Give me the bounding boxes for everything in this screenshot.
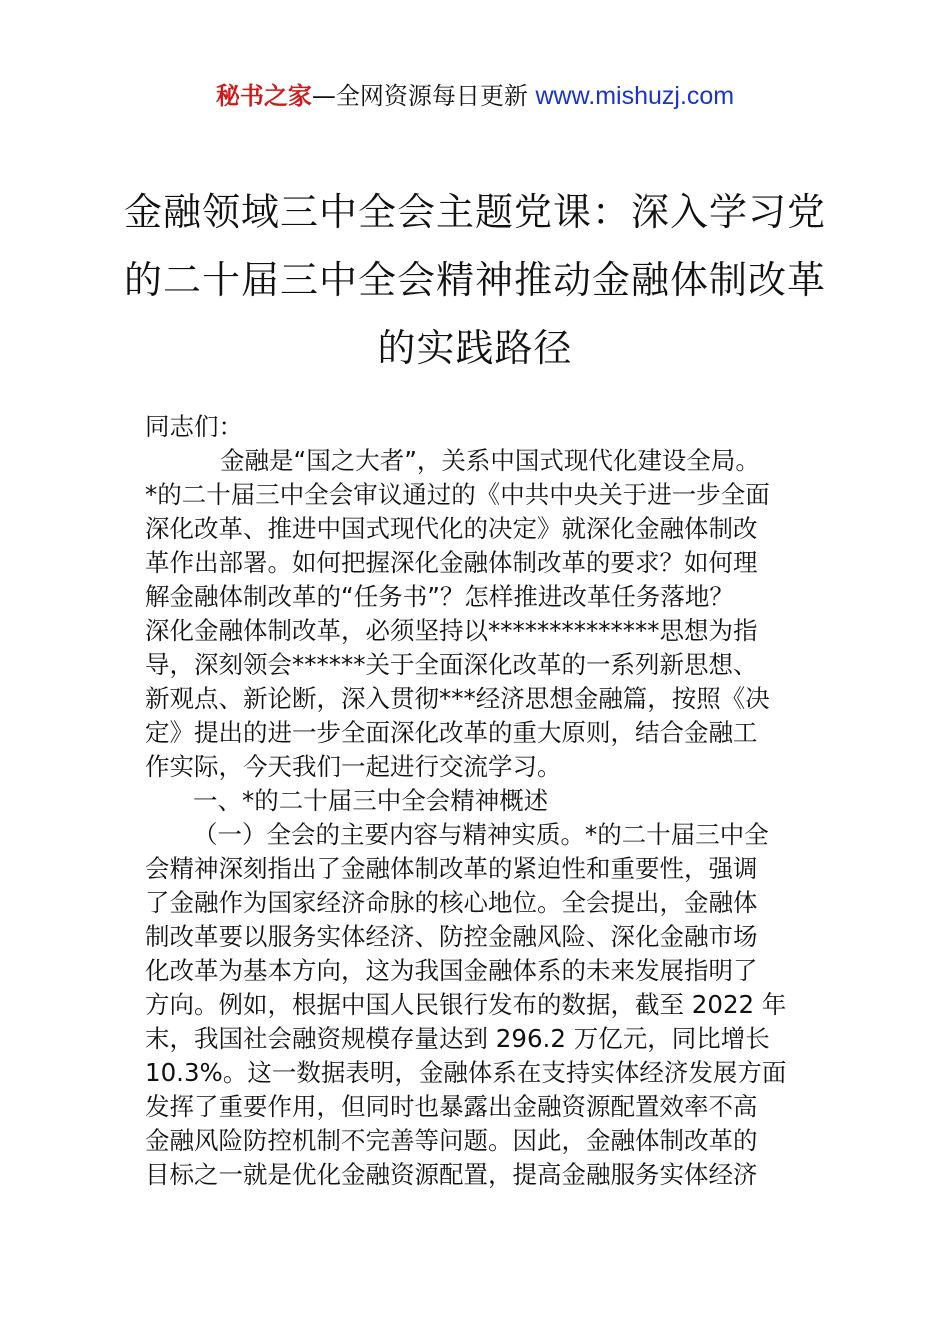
body-line: 会精神深刻指出了金融体制改革的紧迫性和重要性，强调 xyxy=(145,854,758,883)
salutation: 同志们： xyxy=(145,412,243,441)
intro-line: 革作出部署。如何把握深化金融体制改革的要求？如何理 xyxy=(145,548,758,577)
title-line-1: 金融领域三中全会主题党课：深入学习党 xyxy=(123,190,826,234)
intro-line: 深化改革、推进中国式现代化的决定》就深化金融体制改 xyxy=(145,514,758,543)
body-line: 发挥了重要作用，但同时也暴露出金融资源配置效率不高 xyxy=(145,1092,758,1121)
body-line: 目标之一就是优化金融资源配置，提高金融服务实体经济 xyxy=(145,1160,758,1189)
title-line-2: 的二十届三中全会精神推动金融体制改革 xyxy=(123,258,826,302)
body-line: 金融风险防控机制不完善等问题。因此，金融体制改革的 xyxy=(145,1126,758,1155)
header-tagline: —全网资源每日更新 xyxy=(311,82,528,110)
document-title xyxy=(0,178,950,382)
intro-line: 深化金融体制改革，必须坚持以**************思想为指 xyxy=(145,616,758,645)
intro-line: 金融是“国之大者”，关系中国式现代化建设全局。 xyxy=(220,446,760,475)
intro-line: 作实际，今天我们一起进行交流学习。 xyxy=(145,752,562,781)
body-line: 10.3%。这一数据表明，金融体系在支持实体经济发展方面 xyxy=(145,1058,787,1087)
intro-line: 新观点、新论断，深入贯彻***经济思想金融篇，按照《决 xyxy=(145,684,770,713)
intro-line: 定》提出的进一步全面深化改革的重大原则，结合金融工 xyxy=(145,718,758,747)
title-line-3: 的实践路径 xyxy=(377,326,573,370)
intro-line: 解金融体制改革的“任务书”？怎样推进改革任务落地？ xyxy=(145,582,734,611)
site-url[interactable]: www.mishuzj.com xyxy=(535,82,735,110)
brand-name: 秘书之家 xyxy=(215,82,312,110)
intro-line: 导，深刻领会******关于全面深化改革的一系列新思想、 xyxy=(145,650,758,679)
body-line: （一）全会的主要内容与精神实质。*的二十届三中全 xyxy=(193,820,769,849)
site-header xyxy=(0,80,950,112)
body-line: 制改革要以服务实体经济、防控金融风险、深化金融市场 xyxy=(145,922,758,951)
body-line: 末，我国社会融资规模存量达到 296.2 万亿元，同比增长 xyxy=(145,1024,770,1053)
body-line: 化改革为基本方向，这为我国金融体系的未来发展指明了 xyxy=(145,956,758,985)
body-line: 了金融作为国家经济命脉的核心地位。全会提出，金融体 xyxy=(145,888,758,917)
body-line: 方向。例如，根据中国人民银行发布的数据，截至 2022 年 xyxy=(145,990,787,1019)
section-heading: 一、*的二十届三中全会精神概述 xyxy=(193,786,549,815)
intro-line: *的二十届三中全会审议通过的《中共中央关于进一步全面 xyxy=(145,480,770,509)
